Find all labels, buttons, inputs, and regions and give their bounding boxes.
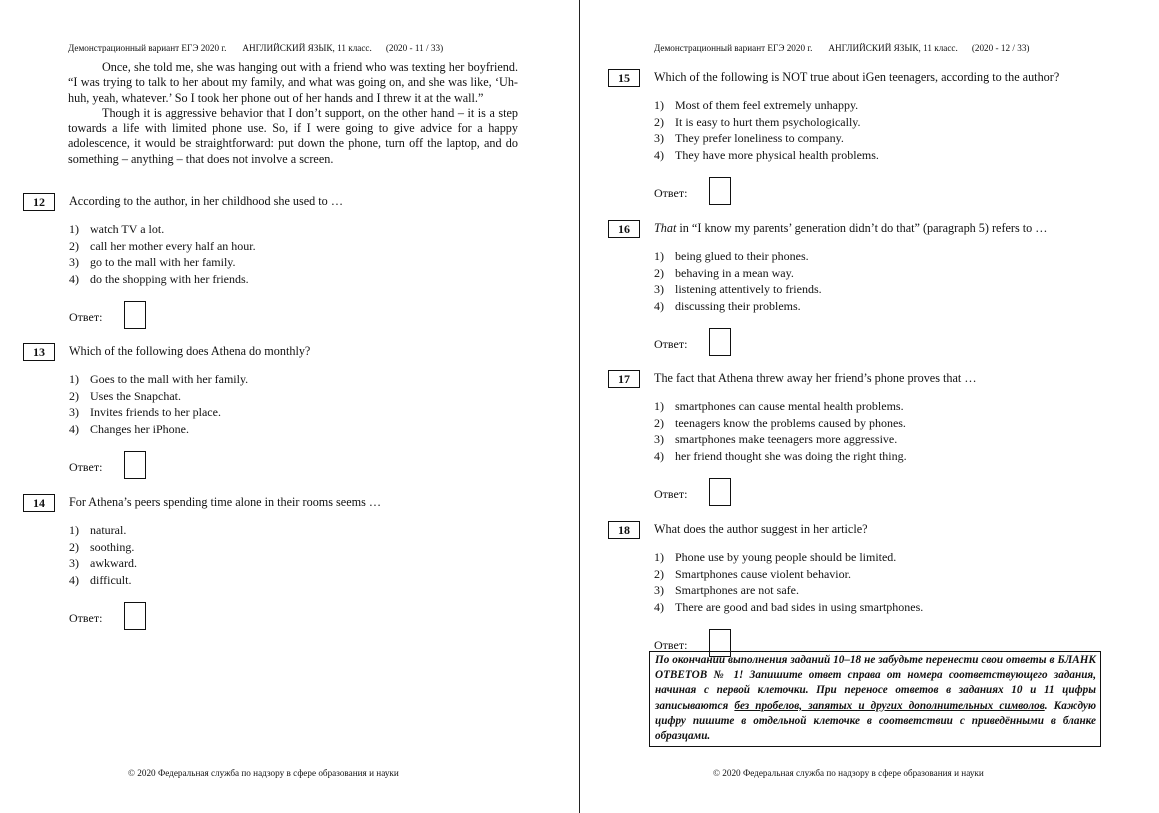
options-list xyxy=(69,371,248,437)
answer-label: Ответ: xyxy=(654,337,688,352)
options-list xyxy=(654,248,822,314)
header-page-number: (2020 - 12 / 33) xyxy=(971,43,1030,53)
answer-label: Ответ: xyxy=(69,310,103,325)
question-number: 15 xyxy=(608,69,640,87)
options-list xyxy=(654,549,923,615)
question-number: 12 xyxy=(23,193,55,211)
header-subject: АНГЛИЙСКИЙ ЯЗЫК, 11 класс. xyxy=(828,43,958,53)
question-16 xyxy=(608,220,1048,356)
question-number: 17 xyxy=(608,370,640,388)
answer-label: Ответ: xyxy=(69,460,103,475)
question-13 xyxy=(23,343,311,479)
question-15 xyxy=(608,69,1060,205)
passage-paragraph: Though it is aggressive behavior that I don’t support, on the other hand – it is a step towards a life with limited phone use. So, if I were going to give advice for a happy adolescence, it would be straightforward: put down the phone, turn off the laptop, and do something – anything – that does not involve a screen. xyxy=(68,105,518,166)
answer-label: Ответ: xyxy=(654,638,688,653)
answer-box[interactable] xyxy=(124,451,146,479)
option: 1) natural. xyxy=(69,523,127,537)
question-text: According to the author, in her childhood she used to … xyxy=(69,194,344,208)
question-text: That in “I know my parents’ generation didn’t do that” (paragraph 5) refers to … xyxy=(654,221,1048,235)
options-list xyxy=(69,522,137,588)
option: 2) call her mother every half an hour. xyxy=(69,238,256,253)
header-subject: АНГЛИЙСКИЙ ЯЗЫК, 11 класс. xyxy=(242,43,372,53)
page-footer: © 2020 Федеральная служба по надзору в сфере образования и науки xyxy=(128,768,399,778)
options-list xyxy=(69,221,256,287)
option: 3) Smartphones are not safe. xyxy=(654,583,799,598)
option: 1) Phone use by young people should be limited. xyxy=(654,550,897,564)
answer-box[interactable] xyxy=(124,602,146,630)
options-list xyxy=(654,97,879,163)
option: 1) Most of them feel extremely unhappy. xyxy=(654,98,859,112)
answer-label: Ответ: xyxy=(654,487,688,502)
option: 2) soothing. xyxy=(69,539,135,554)
answer-row xyxy=(654,328,822,356)
answer-label: Ответ: xyxy=(69,611,103,626)
option: 2) Uses the Snapchat. xyxy=(69,388,181,403)
option: 2) It is easy to hurt them psychologically. xyxy=(654,114,861,129)
instruction-underlined: без пробелов, запятых и других дополнительных символов xyxy=(734,699,1045,712)
page-header xyxy=(654,43,1029,53)
page-divider xyxy=(579,0,580,813)
option: 4) There are good and bad sides in using smartphones. xyxy=(654,599,924,614)
question-text: What does the author suggest in her article? xyxy=(654,522,868,536)
question-14 xyxy=(23,494,382,630)
left-page xyxy=(0,0,579,813)
reading-passage xyxy=(68,60,518,167)
answer-row xyxy=(69,301,256,329)
question-18 xyxy=(608,521,923,657)
question-number: 13 xyxy=(23,343,55,361)
page-footer: © 2020 Федеральная служба по надзору в сфере образования и науки xyxy=(713,768,984,778)
answer-row xyxy=(654,177,879,205)
answer-label: Ответ: xyxy=(654,186,688,201)
question-12 xyxy=(23,193,344,329)
option: 4) discussing their problems. xyxy=(654,298,801,313)
option: 4) her friend thought she was doing the right thing. xyxy=(654,448,907,463)
header-variant: Демонстрационный вариант ЕГЭ 2020 г. xyxy=(654,43,813,53)
header-page-number: (2020 - 11 / 33) xyxy=(385,43,444,53)
option: 1) smartphones can cause mental health problems. xyxy=(654,399,904,413)
options-list xyxy=(654,398,907,464)
answer-row xyxy=(654,478,907,506)
question-text-italic: That xyxy=(654,221,677,235)
option: 3) They prefer loneliness to company. xyxy=(654,131,844,146)
option: 3) smartphones make teenagers more aggressive. xyxy=(654,432,898,447)
option: 4) do the shopping with her friends. xyxy=(69,271,249,286)
answer-box[interactable] xyxy=(709,177,731,205)
answer-box[interactable] xyxy=(124,301,146,329)
option: 4) difficult. xyxy=(69,572,132,587)
option: 1) watch TV a lot. xyxy=(69,222,165,236)
option: 3) go to the mall with her family. xyxy=(69,255,236,270)
option: 3) listening attentively to friends. xyxy=(654,282,822,297)
instruction-note: По окончании выполнения заданий 10–18 не забудьте перенести свои ответы в БЛАНК ОТВЕТОВ № 1! Запишите ответ справа от номера соответствующего задания, начиная с первой клеточки. При переносе ответов в заданиях 10 и 11 цифры записываются без пробелов, запятых и других дополнительных символов. Каждую цифру пишите в отдельной клеточке в соответствии с приведёнными в бланке образцами. xyxy=(649,651,1101,747)
answer-row xyxy=(69,602,137,630)
question-number: 18 xyxy=(608,521,640,539)
question-text: The fact that Athena threw away her friend’s phone proves that … xyxy=(654,371,977,385)
option: 1) being glued to their phones. xyxy=(654,249,809,263)
question-number: 14 xyxy=(23,494,55,512)
question-17 xyxy=(608,370,977,506)
right-page xyxy=(581,0,1159,813)
header-variant: Демонстрационный вариант ЕГЭ 2020 г. xyxy=(68,43,227,53)
option: 2) Smartphones cause violent behavior. xyxy=(654,566,851,581)
answer-box[interactable] xyxy=(709,478,731,506)
option: 4) They have more physical health problems. xyxy=(654,147,879,162)
question-number: 16 xyxy=(608,220,640,238)
option: 3) Invites friends to her place. xyxy=(69,405,221,420)
page-header xyxy=(68,43,443,53)
answer-row xyxy=(69,451,248,479)
answer-box[interactable] xyxy=(709,328,731,356)
option: 3) awkward. xyxy=(69,556,137,571)
option: 2) behaving in a mean way. xyxy=(654,265,794,280)
question-text: Which of the following is NOT true about iGen teenagers, according to the author? xyxy=(654,70,1060,84)
option: 2) teenagers know the problems caused by phones. xyxy=(654,415,906,430)
question-text: For Athena’s peers spending time alone in their rooms seems … xyxy=(69,495,382,509)
option: 1) Goes to the mall with her family. xyxy=(69,372,249,386)
option: 4) Changes her iPhone. xyxy=(69,421,189,436)
passage-paragraph: Once, she told me, she was hanging out with a friend who was texting her boyfriend. “I was trying to talk to her about my family, and what was going on, and she was like, ‘Uh-huh, yeah, whatever.’ So I took her phone out of her hands and I threw it at the wall.” xyxy=(68,60,518,105)
question-text: Which of the following does Athena do monthly? xyxy=(69,344,311,358)
